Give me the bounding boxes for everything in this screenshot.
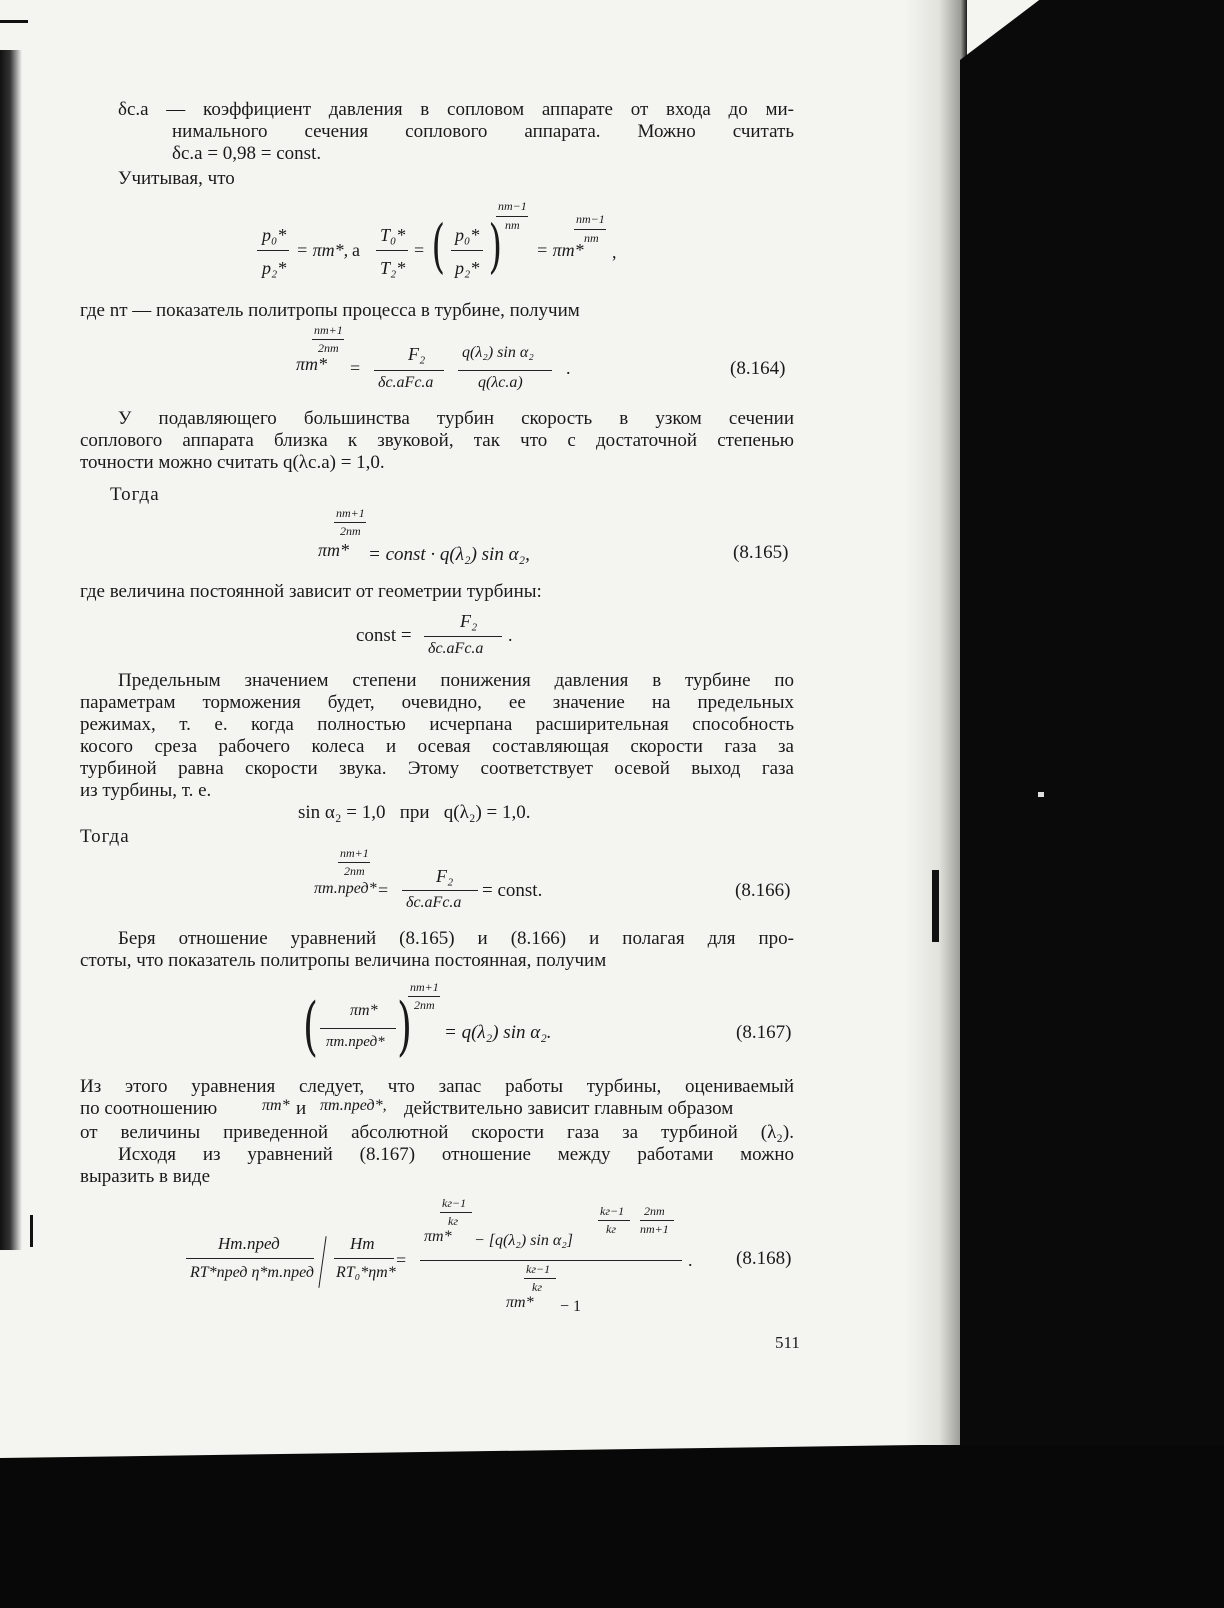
fraction-bar [186,1258,314,1259]
exp-num: nт+1 [336,506,365,520]
formula-pi-pred: πт.пред* [326,1034,385,1050]
formula-F2: F₂ [408,344,426,364]
ratio-line-1: Беря отношение уравнений (8.165) и (8.166) и полагая для про- [118,928,794,949]
delta-def-line-1: δс.а — коэффициент давления в сопловом аппарате от входа до ми- [118,99,794,120]
fraction-bar [376,250,408,251]
exp-den: 2nт [318,341,339,355]
then-text-1: Тогда [110,484,160,505]
formula-pi-t-small: πт* [262,1097,290,1114]
exp-num: kг−1 [600,1204,625,1218]
exp-num: nт+1 [410,980,439,994]
formula-pi-pred: πт.пред* [314,880,377,897]
left-paren: ( [431,212,446,280]
formula-dot: . [508,625,513,645]
formula-const-expr: = const · q(λ₂) sin α₂, [368,544,530,565]
fraction-bar [320,1028,396,1029]
fraction-bar [374,370,444,371]
fraction-bar [424,636,502,637]
fraction-bar [338,862,370,863]
sin-equation: sin α₂ = 1,0 при q(λ₂) = 1,0. [298,802,531,823]
fraction-bar [524,1278,556,1279]
formula-H-pred: Hт.пред [218,1234,280,1253]
formula-eq-pi: = πт*, [296,240,349,260]
page-right-edge [905,0,967,1460]
reserve-line-2a: по соотношению [80,1098,218,1119]
formula-dot: . [688,1250,693,1270]
fraction-bar [402,890,478,891]
formula-p0: p₀* [262,225,287,245]
formula-dFca: δс.аFс.а [378,374,434,391]
fraction-bar [598,1220,630,1221]
fraction-bar [334,522,366,523]
delta-def-line-2: нимального сечения соплового аппарата. Можно считать [172,121,794,142]
fraction-bar [640,1220,674,1221]
exp-num: kг−1 [442,1196,467,1210]
fraction-bar [257,250,289,251]
formula-dFca: δс.аFс.а [428,640,484,657]
formula-H-t: Hт [350,1234,375,1253]
margin-bar-mark [932,870,939,942]
page-number: 511 [775,1333,800,1352]
eq-number-166: (8.166) [735,880,791,901]
formula-eq-pi-2: = πт* [536,240,584,260]
reserve-line-1: Из этого уравнения следует, что запас работы турбины, оцениваемый [80,1076,794,1097]
right-paren: ) [396,990,412,1064]
limit-line-5: турбиной равна скорости звука. Этому соответствует осевой выход газа [80,758,794,779]
scan-speck [1038,792,1044,797]
formula-RT-pred: RT*пред η*т.пред [190,1264,314,1281]
formula-equals: = [350,358,361,378]
formula-eq-const: = const. [482,880,543,901]
fraction-bar [574,229,606,230]
majority-line-2: соплового аппарата близка к звуковой, так что с достаточной степенью [80,430,794,451]
formula-pi-t: πт* [296,354,328,374]
formula-dFca: δс.аFс.а [406,894,462,911]
reserve-line-2b: и [296,1098,307,1119]
eq-number-168: (8.168) [736,1248,792,1269]
limit-line-6: из турбины, т. е. [80,780,212,801]
delta-def-line-3: δс.а = 0,98 = const. [172,143,322,164]
formula-p2: p₂* [262,258,287,278]
formula-const: const = [356,625,412,646]
formula-pi-t: πт* [318,540,350,560]
formula-RT0: RT₀*ηт* [336,1264,396,1281]
right-paren: ) [488,212,503,280]
formula-F2: F₂ [436,866,454,886]
majority-line-3: точности можно считать q(λс.а) = 1,0. [80,452,385,473]
limit-line-4: косого среза рабочего колеса и осевая составляющая скорости газа за [80,736,794,757]
exp-den: 2nт [340,524,361,538]
formula-dot: . [566,358,571,378]
fraction-bar [496,216,528,217]
formula-equals: = [414,240,425,260]
fraction-bar [458,370,552,371]
formula-minus-q: − [q(λ₂) sin α₂] [474,1232,574,1249]
eq-number-167: (8.167) [736,1022,792,1043]
formula-pi-t: πт* [350,1002,378,1019]
eq-number-164: (8.164) [730,358,786,379]
outer-exp-num: 2nт [644,1204,665,1218]
left-paren: ( [302,990,318,1064]
formula-minus1: − 1 [560,1298,582,1315]
where-n-text: где nт — показатель политропы процесса в турбине, получим [80,300,580,321]
scan-bottom-shadow [0,1445,1224,1608]
exp-num: kг−1 [526,1262,551,1276]
exp-den: 2nт [414,998,435,1012]
limit-line-3: режимах, т. е. когда полностью исчерпана расширительная способность [80,714,794,735]
formula-comma: , [612,242,617,262]
majority-line-1: У подавляющего большинства турбин скорость в узком сечении [118,408,794,429]
margin-tick-mark [0,20,28,23]
formula-eq-q: = q(λ₂) sin α₂. [444,1022,552,1043]
formula-qca: q(λс.а) [478,374,523,391]
exp-num: nт−1 [498,199,527,213]
formula-p0-2: p₀* [455,225,480,245]
where-const-text: где величина постоянной зависит от геометрии турбины: [80,581,542,602]
division-slash [318,1236,326,1288]
reserve-line-2c: действительно зависит главным образом [404,1098,734,1119]
fraction-bar [451,250,483,251]
formula-a: а [352,240,360,260]
exp-den: kг [606,1222,617,1236]
formula-pi-t: πт* [506,1294,534,1311]
exp-den: nт [505,218,520,232]
main-fraction-bar [420,1260,682,1261]
exp-den-2: nт [584,231,599,245]
exp-den: kг [448,1214,459,1228]
exp-den: kг [532,1280,543,1294]
exp-den: 2nт [344,864,365,878]
scan-top-corner [960,0,1224,60]
then-text-2: Тогда [80,826,130,847]
reserve-line-3: от величины приведенной абсолютной скорости газа за турбиной (λ₂). [80,1122,794,1143]
formula-p2-2: p₂* [455,258,480,278]
formula-qsin: q(λ₂) sin α₂ [462,344,534,361]
outer-exp-den: nт+1 [640,1222,669,1236]
margin-bar-mark-2 [30,1215,33,1247]
fraction-bar [440,1212,472,1213]
limit-line-2: параметрам торможения будет, очевидно, ее значение на предельных [80,692,794,713]
formula-T0: T₀* [380,225,406,245]
exp-num-2: nт−1 [576,212,605,226]
considering-text: Учитывая, что [118,168,235,189]
formula-T2: T₂* [380,258,406,278]
from-line-1: Исходя из уравнений (8.167) отношение между работами можно [118,1144,794,1165]
ratio-line-2: стоты, что показатель политропы величина постоянная, получим [80,950,607,971]
limit-line-1: Предельным значением степени понижения давления в турбине по [118,670,794,691]
scan-right-shadow [960,60,1224,1460]
formula-equals: = [378,880,389,900]
fraction-bar [408,996,440,997]
formula-equals: = [396,1250,407,1270]
eq-number-165: (8.165) [733,542,789,563]
exp-num: nт+1 [340,846,369,860]
exp-num: nт+1 [314,323,343,337]
formula-pi-pred-small: πт.пред*, [320,1097,387,1114]
from-line-2: выразить в виде [80,1166,211,1187]
formula-F2: F₂ [460,611,478,631]
formula-pi-t: πт* [424,1228,452,1245]
page-left-shadow [0,50,22,1250]
fraction-bar [334,1258,394,1259]
fraction-bar [312,339,344,340]
